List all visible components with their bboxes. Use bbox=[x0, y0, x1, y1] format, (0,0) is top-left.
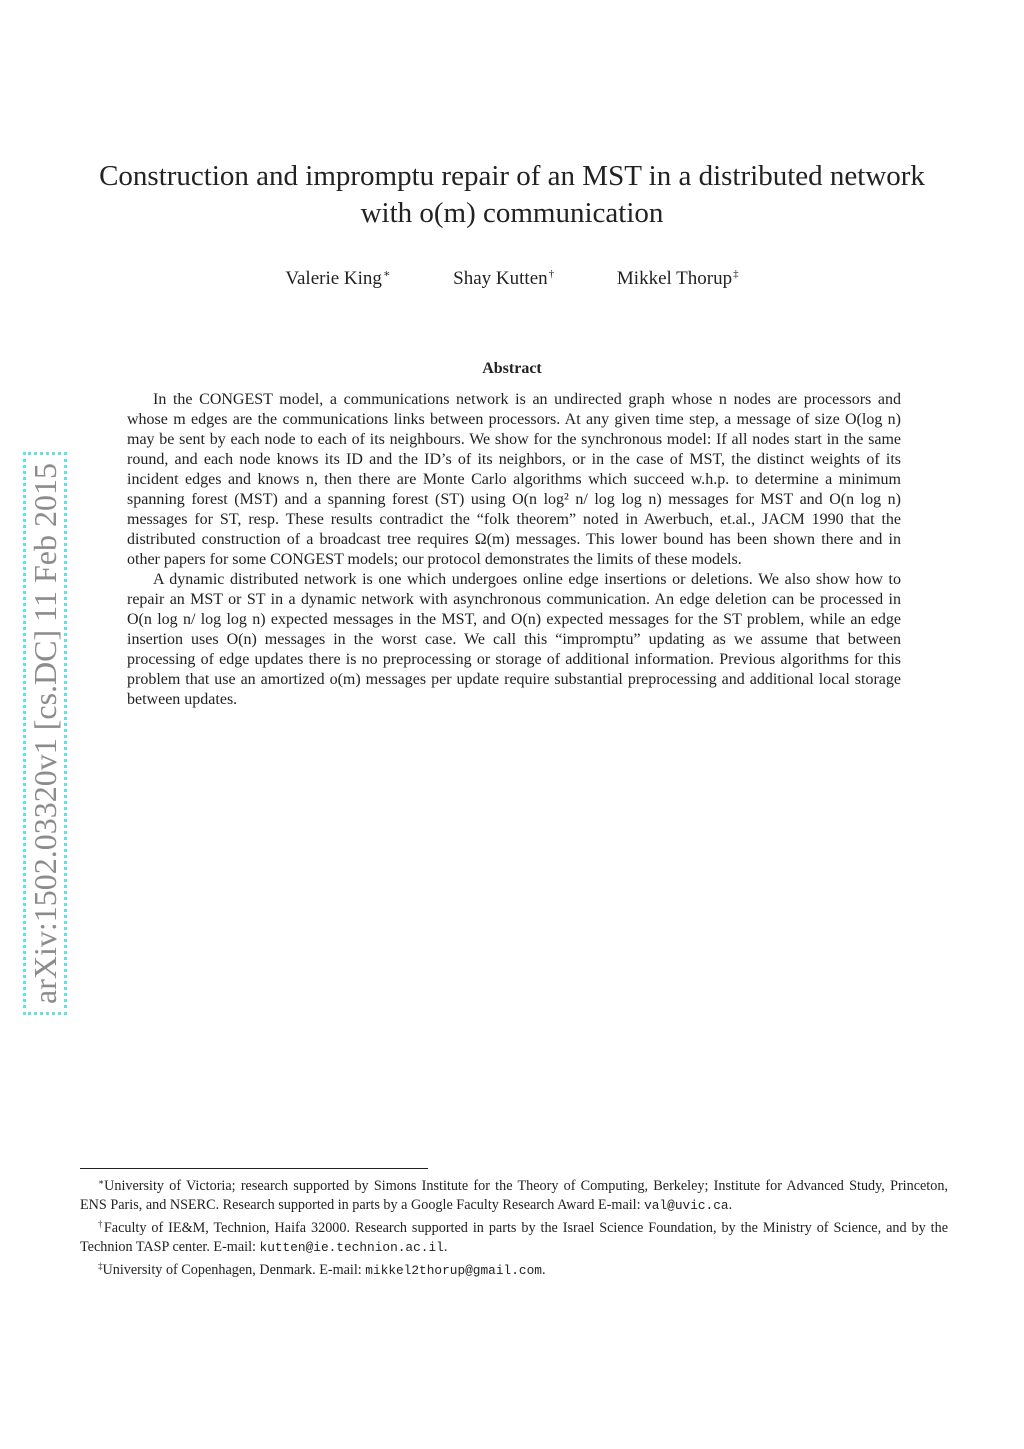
footnote-mark: ∗ bbox=[98, 1177, 105, 1187]
arxiv-identifier-stamp: arXiv:1502.03320v1 [cs.DC] 11 Feb 2015 bbox=[23, 452, 67, 1015]
title-line-1: Construction and impromptu repair of an MST in a distributed network bbox=[99, 160, 925, 192]
footnote bbox=[80, 1173, 948, 1215]
author-name: Mikkel Thorup bbox=[616, 268, 733, 289]
author-list bbox=[0, 267, 1024, 290]
footnote-mark: † bbox=[98, 1219, 104, 1229]
author-mark: ∗ bbox=[382, 268, 391, 280]
email-link[interactable]: mikkel2thorup@gmail.com bbox=[365, 1263, 542, 1278]
paper-title bbox=[60, 158, 964, 232]
author-name: Shay Kutten bbox=[453, 268, 548, 289]
footnote-text: Faculty of IE&M, Technion, Haifa 32000. Research supported in parts by the Israel Science Foundation, by the Ministry of Science, and by the Technion TASP center. E-mail: bbox=[80, 1220, 948, 1255]
author-mark: † bbox=[548, 268, 555, 280]
abstract-paragraph: A dynamic distributed network is one which undergoes online edge insertions or deletions. We also show how to repair an MST or ST in a dynamic network with asynchronous communication. An edge deletion can be processed in O(n log n/ log log n) expected messages in the MST, and O(n) expected messages for the ST problem, while an edge insertion uses O(n) messages in the worst case. We call this “impromptu” updating as we assume that between processing of edge updates there is no preprocessing or storage of additional information. Previous algorithms for this problem that use an amortized o(m) messages per update require substantial preprocessing and additional local storage between updates. bbox=[127, 571, 901, 708]
footnote bbox=[80, 1215, 948, 1257]
footnote-mark: ‡ bbox=[98, 1261, 103, 1271]
author-name: Valerie King bbox=[285, 268, 382, 289]
footnotes bbox=[80, 1173, 948, 1280]
footnote bbox=[80, 1257, 948, 1280]
author bbox=[285, 267, 390, 290]
author bbox=[453, 268, 554, 290]
footnote-rule bbox=[80, 1168, 428, 1169]
title-line-2: with o(m) communication bbox=[360, 197, 664, 229]
footnote-end: . bbox=[541, 1262, 546, 1278]
email-link[interactable]: kutten@ie.technion.ac.il bbox=[259, 1240, 444, 1255]
footnote-text: University of Copenhagen, Denmark. E-mail: bbox=[102, 1262, 366, 1278]
abstract-body bbox=[127, 390, 901, 710]
abstract-paragraph: In the CONGEST model, a communications network is an undirected graph whose n nodes are processors and whose m edges are the communications links between processors. At any given time step, a message of size O(log n) may be sent by each node to each of its neighbours. We show for the synchronous model: If all nodes start in the same round, and each node knows its ID and the ID’s of its neighbors, or in the case of MST, the distinct weights of its incident edges and knows n, then there are Monte Carlo algorithms which succeed w.h.p. to determine a minimum spanning forest (MST) and a spanning forest (ST) using O(n log² n/ log log n) messages for MST and O(n log n) messages for ST, resp. These results contradict the “folk theorem” noted in Awerbuch, et.al., JACM 1990 that the distributed construction of a broadcast tree requires Ω(m) messages. This lower bound has been shown there and in other papers for some CONGEST models; our protocol demonstrates the limits of these models. bbox=[127, 391, 901, 568]
footnote-end: . bbox=[728, 1197, 733, 1213]
author-mark: ‡ bbox=[733, 268, 739, 280]
footnote-text: University of Victoria; research supported by Simons Institute for the Theory of Computing, Berkeley; Institute for Advanced Study, Princeton, ENS Paris, and NSERC. Research supported in parts by a Google Faculty Research Award E-mail: bbox=[80, 1178, 948, 1213]
abstract-heading: Abstract bbox=[482, 360, 542, 377]
author bbox=[617, 268, 739, 290]
email-link[interactable]: val@uvic.ca bbox=[644, 1198, 729, 1213]
footnote-end: . bbox=[443, 1239, 448, 1255]
